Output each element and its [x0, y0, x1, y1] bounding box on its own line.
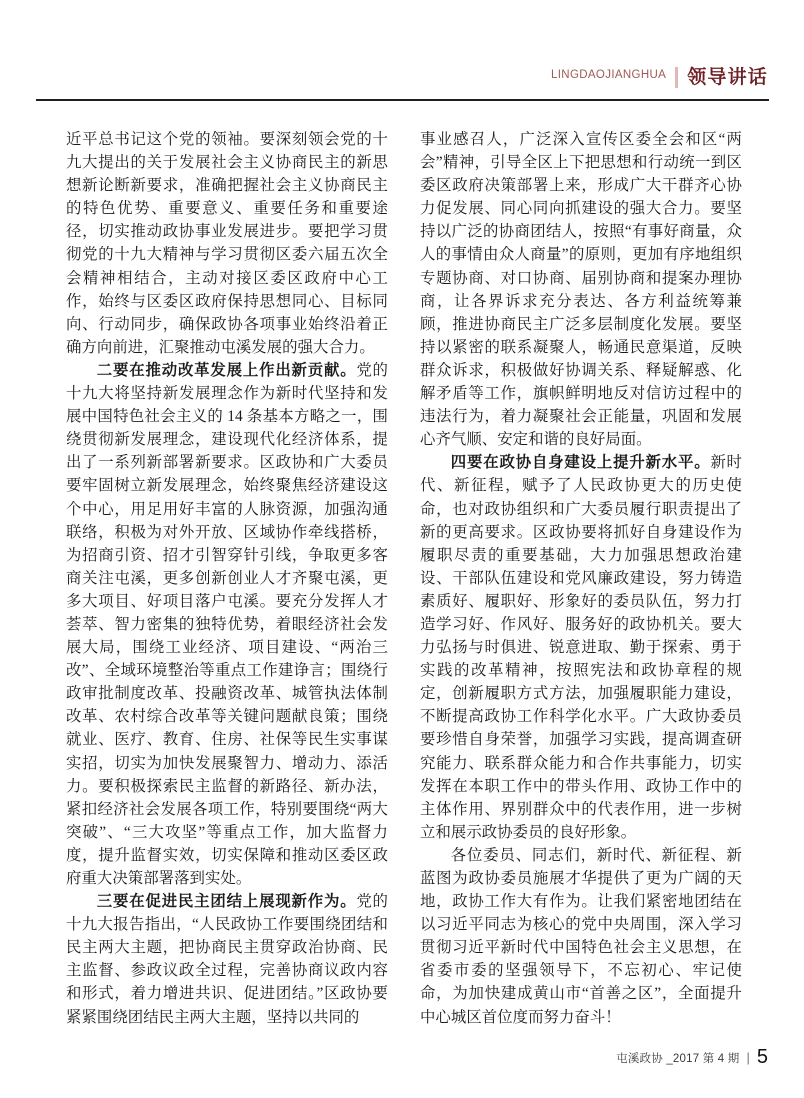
page-footer — [616, 1045, 768, 1068]
left-column — [66, 128, 388, 1026]
paragraph-section-three-continued: 事业感召人，广泛深入宣传区委全会和区“两会”精神，引导全区上下把思想和行动统一到区委区政府决策部署上来，形成广大干群齐心协力促发展、同心同向抓建设的强大合力。要坚持以广泛的协商团结人，按照“有事好商量，众人的事情由众人商量”的原则，更加有序地组织专题协商、对口协商、届别协商和提案办理协商，让各界诉求充分表达、各方利益统筹兼顾，推进协商民主广泛多层制度化发展。要坚持以紧密的联系凝聚人，畅通民意渠道，反映群众诉求，积极做好协调关系、释疑解惑、化解矛盾等工作，旗帜鲜明地反对信访过程中的违法行为，着力凝聚社会正能量，巩固和发展心齐气顺、安定和谐的良好局面。 — [420, 131, 742, 449]
running-head-pinyin: LINGDAOJIANGHUA — [551, 69, 667, 82]
header-rule — [36, 99, 769, 101]
running-head-divider — [675, 67, 678, 88]
page-number: 5 — [756, 1046, 768, 1068]
body-columns — [66, 128, 742, 1026]
right-column — [420, 128, 742, 1026]
paragraph-continuation: 近平总书记这个党的领袖。要深刻领会党的十九大提出的关于发展社会主义协商民主的新思想新论断新要求，准确把握社会主义协商民主的特色优势、重要意义、重要任务和重要途径，切实推动政协事业发展进步。要把学习贯彻党的十九大精神与学习贯彻区委六届五次全会精神相结合，主动对接区委区政府中心工作，始终与区委区政府保持思想同心、目标同向、行动同步，确保政协各项事业始终沿着正确方向前进，汇聚推动屯溪发展的强大合力。 — [66, 131, 388, 356]
paragraph-closing: 各位委员、同志们，新时代、新征程、新蓝图为政协委员施展才华提供了更为广阔的天地，政协工作大有作为。让我们紧密地团结在以习近平同志为核心的党中央周围，深入学习贯彻习近平新时代中国特色社会主义思想，在省委市委的坚强领导下，不忘初心、牢记使命，为加快建成黄山市“首善之区”，全面提升中心城区首位度而努力奋斗！ — [420, 846, 742, 1026]
section-three-body: 党的十九大报告指出，“人民政协工作要围绕团结和民主两大主题，把协商民主贯穿政治协商、民主监督、参政议政全过程，完善协商议政内容和形式，着力增进共识、促进团结。”区政协要紧紧围绕团结民主两大主题，坚持以共同的 — [66, 893, 388, 1026]
footer-separator: | — [746, 1050, 750, 1065]
running-head-title: 领导讲话 — [687, 66, 768, 88]
section-four-body: 新时代、新征程，赋予了人民政协更大的历史使命，也对政协组织和广大委员履行职责提出了新的更高要求。区政协要将抓好自身建设作为履职尽责的重要基础，大力加强思想政治建设、干部队伍建设和党风廉政建设，努力铸造素质好、履职好、形象好的委员队伍，努力打造学习好、作风好、服务好的政协机关。要大力弘扬与时俱进、锐意进取、勤于探索、勇于实践的改革精神，按照宪法和政协章程的规定，创新履职方式方法，加强履职能力建设，不断提高政协工作科学化水平。广大政协委员要珍惜自身荣誉，加强学习实践，提高调查研究能力、联系群众能力和合作共事能力，切实发挥在本职工作中的带头作用、政协工作中的主体作用、界别群众中的代表作用，进一步树立和展示政协委员的良好形象。 — [420, 454, 742, 841]
running-head — [551, 64, 768, 90]
section-two-heading: 二要在推动改革发展上作出新贡献。 — [96, 361, 357, 379]
section-three-heading: 三要在促进民主团结上展现新作为。 — [96, 893, 357, 911]
section-four-heading: 四要在政协自身建设上提升新水平。 — [450, 454, 711, 472]
paragraph-section-four — [420, 451, 742, 844]
paragraph-section-two — [66, 359, 388, 890]
footer-source: 屯溪政协 _2017 第 4 期 — [616, 1053, 740, 1065]
paragraph-section-three — [66, 890, 388, 1029]
section-two-body: 党的十九大将坚持新发展理念作为新时代坚持和发展中国特色社会主义的 14 条基本方略之一，围绕贯彻新发展理念，建设现代化经济体系，提出了一系列新部署新要求。区政协和广大委员要牢固树立新发展理念，始终聚焦经济建设这个中心，用足用好丰富的人脉资源，加强沟通联络，积极为对外开放、区域协作牵线搭桥，为招商引资、招才引智穿针引线，争取更多客商关注屯溪，更多创新创业人才齐聚屯溪，更多大项目、好项目落户屯溪。要充分发挥人才荟萃、智力密集的独特优势，着眼经济社会发展大局，围绕工业经济、项目建设、“两治三改”、全域环境整治等重点工作建诤言；围绕行政审批制度改革、投融资改革、城管执法体制改革、农村综合改革等关键问题献良策；围绕就业、医疗、教育、住房、社保等民生实事谋实招，切实为加快发展聚智力、增动力、添活力。要积极探索民主监督的新路径、新办法，紧扣经济社会发展各项工作，特别要围绕“两大突破”、“三大攻坚”等重点工作，加大监督力度，提升监督实效，切实保障和推动区委区政府重大决策部署落到实处。 — [66, 361, 388, 887]
